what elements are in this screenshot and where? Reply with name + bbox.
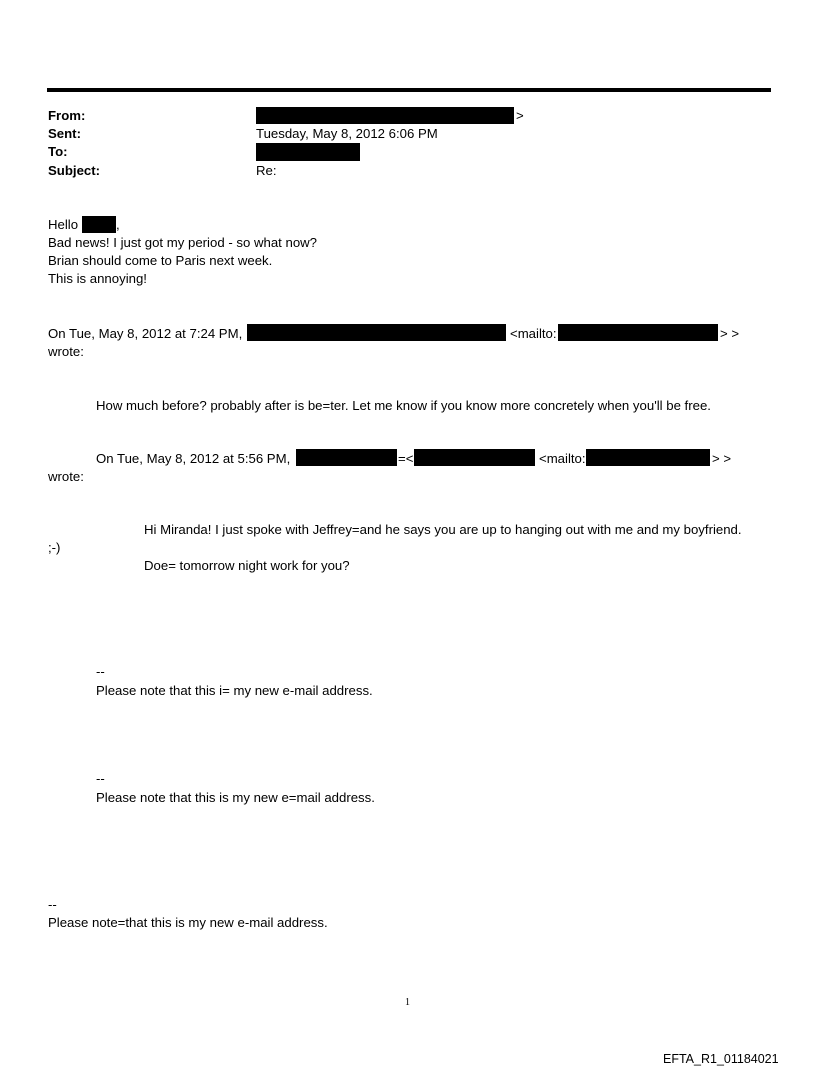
header-rule [47,88,771,92]
quote2-mailto: <mailto: [539,451,586,466]
signature-dash: -- [96,771,105,786]
redaction-block [256,107,514,124]
quote1-tail: > > [720,326,740,341]
sent-label: Sent: [48,126,81,141]
quote2-mid: =< [398,451,414,466]
quote1-mailto: <mailto: [510,326,557,341]
page-number: 1 [405,997,410,1008]
body-line: Brian should come to Paris next week. [48,253,273,268]
redaction-block [414,449,535,466]
subject-label: Subject: [48,163,101,178]
redaction-block [586,449,710,466]
redaction-block [256,143,360,161]
signature-dash: -- [96,664,105,679]
body-line: This is annoying! [48,271,147,286]
quote1-wrote: wrote: [48,344,84,359]
from-label: From: [48,108,86,123]
from-value-tail: > [516,108,524,123]
quote1-text: How much before? probably after is be=ter. Let me know if you know more concretely when you'll be free. [96,398,711,413]
redaction-block [82,216,116,233]
quote1-attribution: On Tue, May 8, 2012 at 7:24 PM, [48,326,243,341]
subject-value: Re: [256,163,277,178]
quote2-attribution: On Tue, May 8, 2012 at 5:56 PM, [96,451,291,466]
signature-text: Please note that this is my new e=mail address. [96,790,375,805]
signature-text: Please note that this i= my new e-mail address. [96,683,373,698]
greeting-suffix: , [116,217,120,232]
body-line: Bad news! I just got my period - so what now? [48,235,318,250]
signature-text: Please note=that this is my new e-mail address. [48,915,328,930]
to-label: To: [48,144,68,159]
redaction-block [296,449,397,466]
signature-dash: -- [48,897,57,912]
quote2-wrote: wrote: [48,469,84,484]
quote2-wink: ;-) [48,540,61,555]
quote2-line2: Doe= tomorrow night work for you? [144,558,350,573]
bates-number: EFTA_R1_01184021 [663,1052,779,1066]
quote2-tail: > > [712,451,732,466]
redaction-block [558,324,718,341]
greeting-prefix: Hello [48,217,79,232]
redaction-block [247,324,506,341]
sent-value: Tuesday, May 8, 2012 6:06 PM [256,126,438,141]
quote2-line1: Hi Miranda! I just spoke with Jeffrey=and he says you are up to hanging out with me and my boyfriend. [144,522,742,537]
